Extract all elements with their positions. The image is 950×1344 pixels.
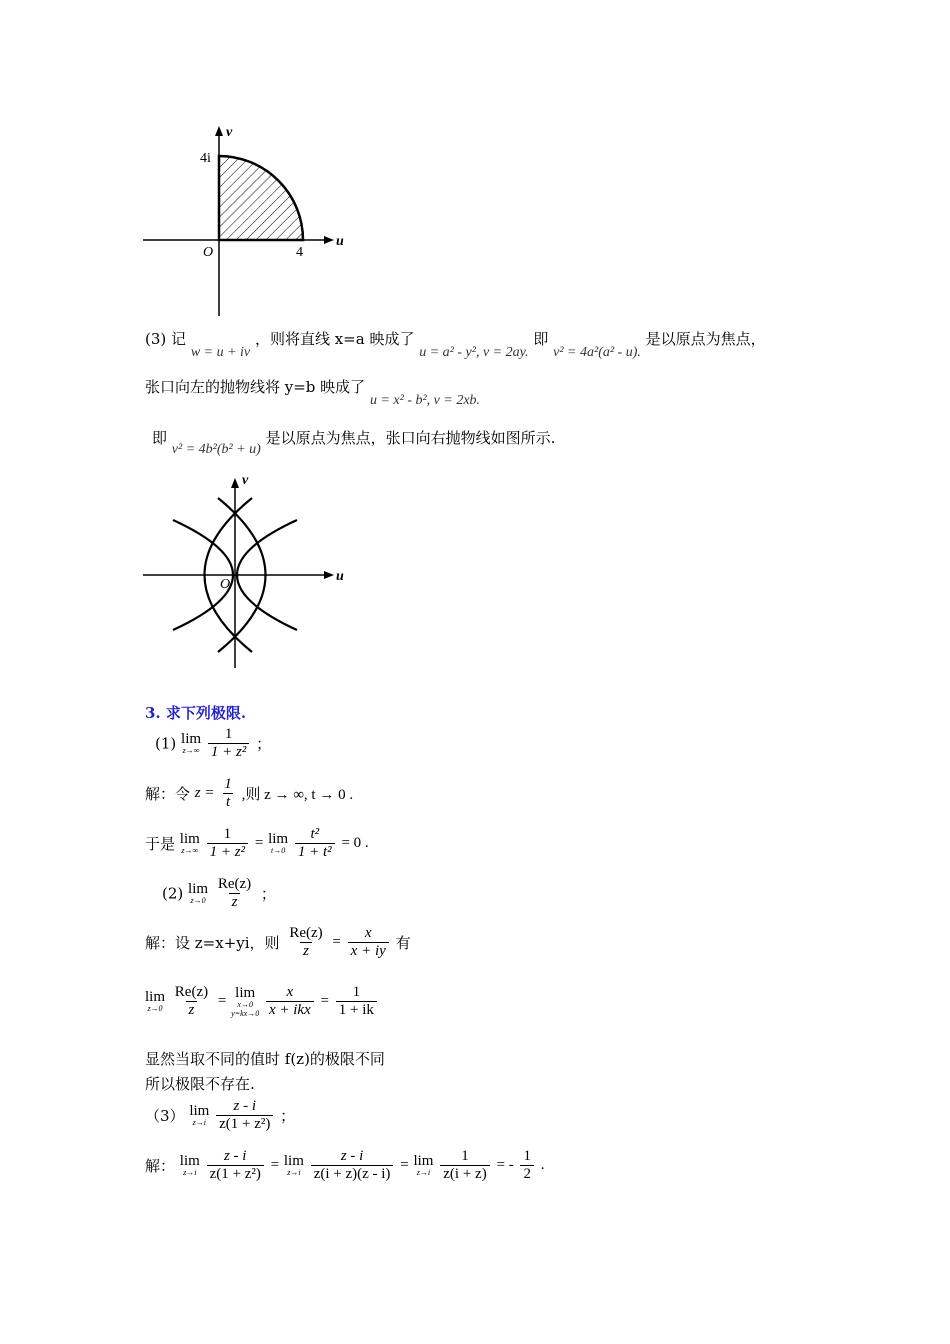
equals: =: [332, 934, 341, 950]
part3-mid: ，则将直线 x=a 映成了: [254, 330, 415, 348]
problem2-solution: [145, 925, 411, 960]
chain-fraction2: $\frac{x}{\text{x + ikx}}$: [266, 984, 314, 1019]
problem2-note1: 显然当取不同的值时 f(z)的极限不同: [145, 1050, 385, 1068]
result-prefix: = -: [496, 1157, 514, 1173]
part3-eq2: v² = 4a²(a² - u).: [553, 345, 641, 360]
problem2-lim: lim z→0: [188, 881, 209, 905]
part3-line3: [152, 427, 556, 457]
line3-ji: 即: [152, 429, 168, 447]
part3-line2: [145, 376, 481, 408]
equals: =: [254, 835, 264, 851]
u-axis-label: u: [336, 234, 344, 249]
hatched-region: [219, 156, 303, 240]
solution-prefix: 解：: [145, 1157, 176, 1175]
problem1-fraction: $\frac{1}{\text{1 + z²}}$: [208, 726, 249, 761]
solution-prefix: 解：令: [145, 785, 191, 803]
v-axis-label: v: [226, 125, 233, 140]
u-axis-arrow: [324, 236, 334, 244]
problem1-result: [145, 826, 369, 861]
sol-fraction1: $\frac{Re(z)}{z}$: [289, 925, 323, 959]
problem1-solution: [145, 776, 353, 811]
part3-tail: 是以原点为焦点，: [645, 330, 766, 348]
period: .: [540, 1157, 545, 1173]
problem2-limit-chain: [145, 984, 379, 1019]
quarter-disc-figure: [138, 120, 358, 320]
sol-fraction-b: $\frac{z - i}{z(i + z)(z - i)}$: [311, 1148, 394, 1183]
sol-fraction-a: $\frac{z - i}{\text{z(1 + z²)}}$: [207, 1148, 264, 1183]
origin-label: O: [203, 245, 214, 260]
problem3-end: ；: [280, 1107, 296, 1125]
problem1: [155, 726, 271, 761]
chain-fraction1: $\frac{Re(z)}{z}$: [174, 984, 209, 1018]
v-axis-arrow: [215, 126, 223, 136]
u-axis-arrow: [324, 571, 334, 579]
problem3-label: （3）: [145, 1107, 185, 1125]
v-axis-arrow: [231, 478, 239, 488]
u-axis-label: u: [336, 569, 344, 584]
sub-eq: z =: [194, 785, 215, 801]
solution-prefix: 解：设 z=x+yi，则: [145, 934, 280, 952]
result-lim1: lim z→∞: [179, 831, 200, 855]
part3-line1: [145, 328, 766, 360]
problem2-fraction: $\frac{Re(z)}{z}$: [217, 876, 252, 910]
equals: =: [400, 1157, 409, 1173]
part3-eq1: u = a² - y², v = 2ay.: [419, 345, 529, 360]
chain-lim1: lim z→0: [145, 989, 166, 1013]
line2-eq: u = x² - b², v = 2xb.: [369, 393, 481, 408]
result-fraction1: $\frac{1}{\text{1 + z²}}$: [207, 826, 248, 861]
origin-label: O: [220, 577, 231, 592]
x-tick-label: 4: [296, 245, 303, 260]
equals: =: [320, 993, 329, 1009]
problem1-end: ；: [256, 735, 272, 753]
sol-lim1: lim z→i: [179, 1153, 200, 1177]
chain-fraction3: $\frac{1}{1 + ik}$: [336, 984, 377, 1019]
y-tick-label: 4i: [200, 151, 211, 166]
sub-tail: ,则 z → ∞, t → 0 .: [241, 787, 354, 803]
result-value: = 0 .: [341, 835, 369, 851]
equals: =: [217, 993, 227, 1009]
result-lim2: lim t→0: [268, 831, 289, 855]
w-definition: w = u + iv: [190, 345, 251, 360]
problem1-lim: lim z→∞: [181, 731, 202, 755]
problem2-label: (2): [162, 884, 184, 903]
v-axis-label: v: [242, 473, 249, 488]
yushi: 于是: [145, 835, 176, 853]
chain-lim2: lim x→0 y=kx→0: [231, 984, 260, 1018]
problem2-end: ；: [260, 885, 276, 903]
part3-ji: 即: [533, 330, 549, 348]
sol-lim3: lim z→i: [413, 1153, 434, 1177]
part3-label: (3) 记: [145, 330, 187, 348]
problem1-label: (1): [155, 734, 177, 753]
line3-eq: v² = 4b²(b² + u): [171, 442, 261, 457]
problem3: [145, 1098, 295, 1133]
sol-fraction-c: $\frac{1}{z(i + z)}$: [440, 1148, 489, 1183]
sub-fraction: $\frac{1}{t}$: [224, 776, 232, 810]
equals: =: [270, 1157, 280, 1173]
line2-text: 张口向左的抛物线将 y=b 映成了: [145, 378, 366, 396]
problem3-solution: [145, 1148, 545, 1183]
problem3-fraction: $\frac{z - i}{\text{z(1 + z²)}}$: [216, 1098, 273, 1133]
problem3-lim: lim z→i: [189, 1103, 210, 1127]
you: 有: [395, 934, 411, 952]
sol-lim2: lim z→i: [283, 1153, 304, 1177]
result-fraction2: $\frac{\text{t²}}{\text{1 + t²}}$: [295, 826, 335, 861]
sol-fraction2: $\frac{x}{x + iy}$: [348, 925, 389, 960]
parabolas-figure: [138, 470, 358, 670]
problem2-note2: 所以极限不存在.: [145, 1075, 255, 1093]
result-fraction: $\frac{1}{2}$: [520, 1148, 534, 1183]
problem2: [162, 876, 276, 911]
section-heading: 3. 求下列极限.: [145, 704, 247, 722]
line3-tail: 是以原点为焦点，张口向右抛物线如图所示.: [265, 429, 556, 447]
